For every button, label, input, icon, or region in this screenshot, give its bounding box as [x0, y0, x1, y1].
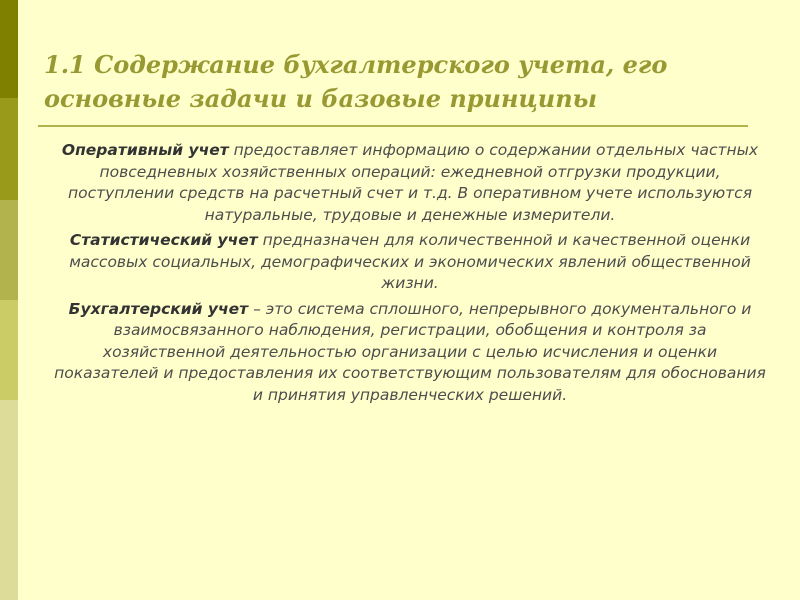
- side-bar-segment: [0, 200, 18, 300]
- side-bar-segment: [0, 400, 18, 600]
- slide-title: 1.1 Содержание бухгалтерского учета, его основные задачи и базовые принципы: [44, 50, 668, 113]
- decorative-side-bar: [0, 0, 18, 600]
- slide-body: [50, 140, 770, 410]
- definition-operational-accounting: предоставляет информацию о содержании отдельных частных повседневных хозяйственных операций: ежедневной отгрузки продукции, поступлении средств на расчетный счет и т.д. В оперативном учете используются натуральные, трудовые и денежные измерители.: [67, 141, 759, 224]
- definition-bookkeeping: – это система сплошного, непрерывного документального и взаимосвязанного наблюдения, регистрации, обобщения и контроля за хозяйственной деятельностью организации с целью исчисления и оценки показателей и предоставления их соответствующим пользователям для обоснования и принятия управленческих решений.: [54, 299, 766, 404]
- side-bar-segment: [0, 300, 18, 400]
- paragraph-statistical-accounting: [50, 230, 770, 295]
- side-bar-segment: [0, 98, 18, 200]
- term-statistical-accounting: Статистический учет: [69, 231, 258, 249]
- paragraph-operational-accounting: [50, 140, 770, 226]
- definition-statistical-accounting: предназначен для количественной и качественной оценки массовых социальных, демографических и экономических явлений общественной жизни.: [69, 231, 751, 292]
- title-underline: [38, 125, 748, 127]
- side-bar-segment: [0, 0, 18, 98]
- term-bookkeeping: Бухгалтерский учет: [68, 299, 249, 318]
- paragraph-bookkeeping: [50, 299, 770, 407]
- term-operational-accounting: Оперативный учет: [61, 141, 229, 159]
